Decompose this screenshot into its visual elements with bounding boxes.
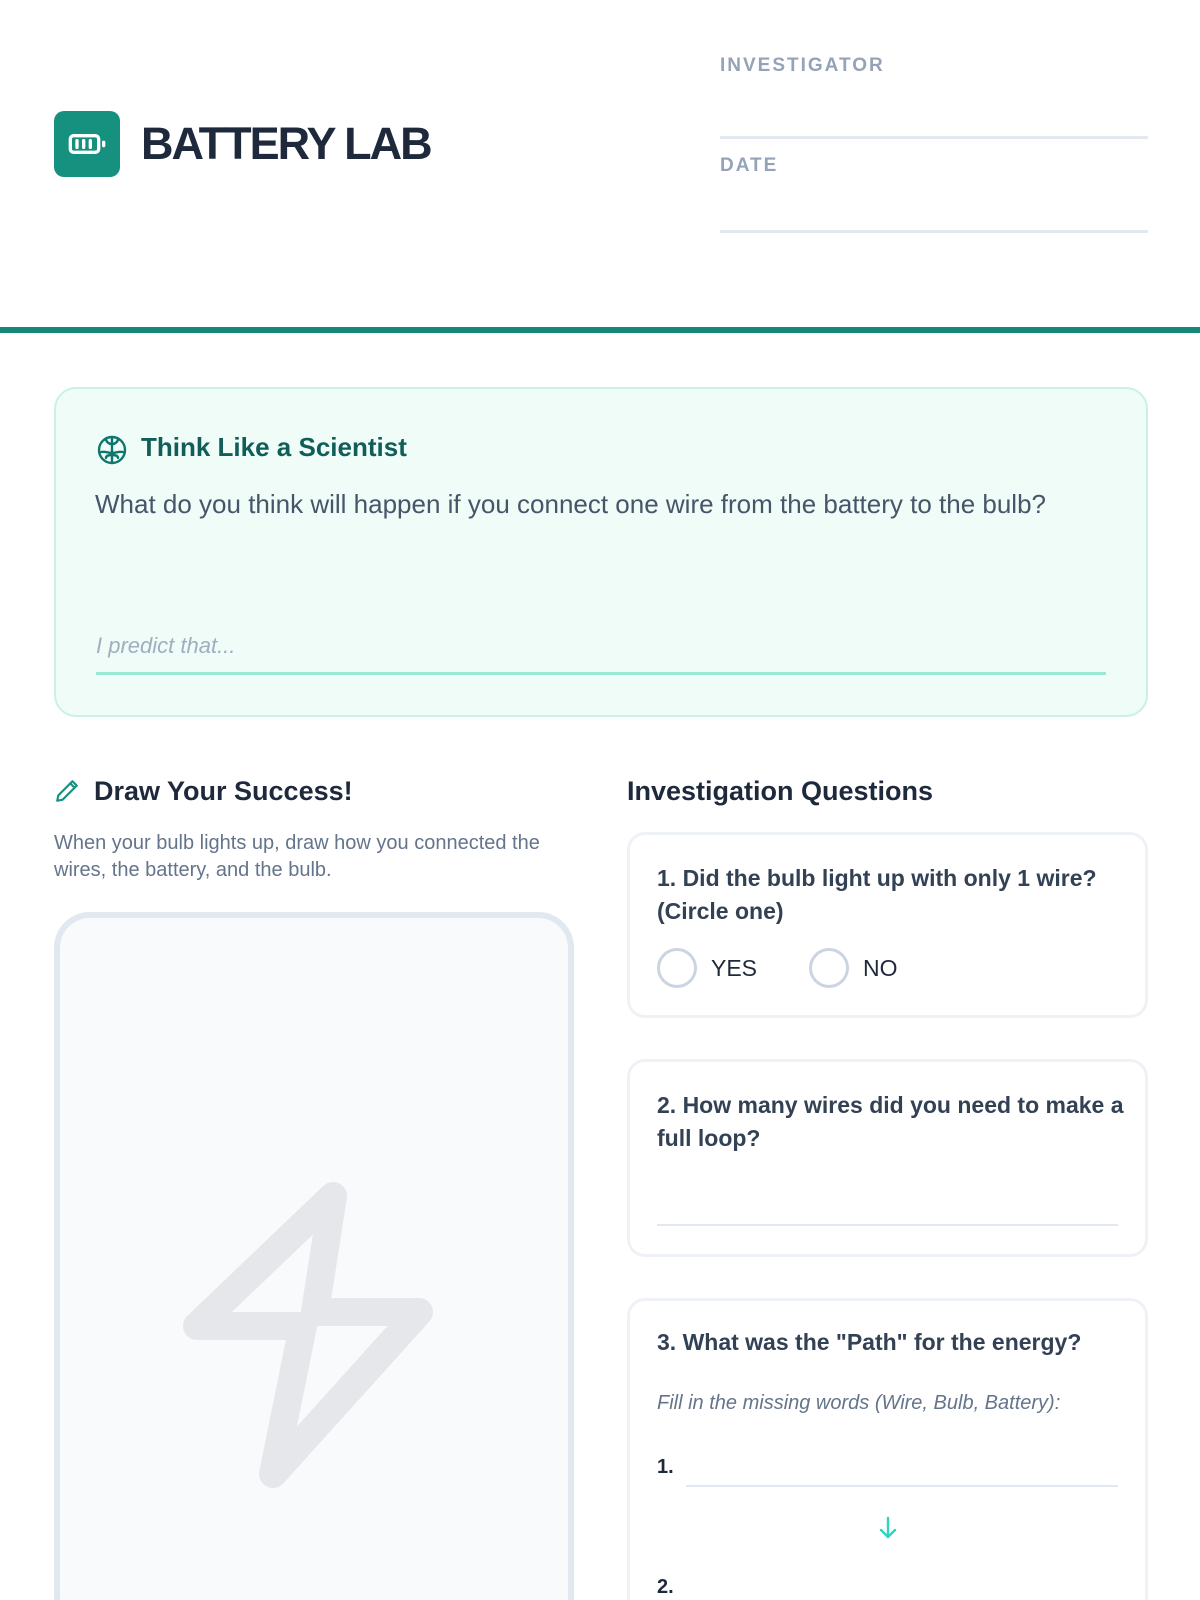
path-step-1-number: 1. bbox=[657, 1456, 674, 1478]
question-1-text: 1. Did the bulb light up with only 1 wire? (Circle one) bbox=[657, 865, 1097, 924]
prediction-title: Think Like a Scientist bbox=[141, 432, 407, 462]
page-title: BATTERY LAB bbox=[141, 118, 431, 169]
battery-icon bbox=[67, 124, 107, 164]
path-step-1-field[interactable] bbox=[686, 1485, 1118, 1487]
prediction-input[interactable]: I predict that... bbox=[96, 633, 236, 658]
date-field[interactable] bbox=[720, 230, 1148, 233]
option-no-radio[interactable] bbox=[809, 948, 849, 988]
path-step-2-number: 2. bbox=[657, 1576, 674, 1598]
option-yes-label: YES bbox=[711, 955, 758, 981]
header-divider bbox=[0, 327, 1200, 333]
lightning-bolt-icon bbox=[175, 1180, 455, 1490]
draw-section-title: Draw Your Success! bbox=[94, 776, 353, 806]
investigator-field[interactable] bbox=[720, 136, 1148, 139]
prediction-question: What do you think will happen if you connect one wire from the battery to the bulb? bbox=[95, 489, 1046, 519]
draw-section-description: When your bulb lights up, draw how you connected the wires, the battery, and the bulb. bbox=[54, 832, 540, 881]
questions-heading: Investigation Questions bbox=[627, 776, 934, 806]
question-2-text: 2. How many wires did you need to make a full loop? bbox=[657, 1092, 1124, 1151]
date-label: DATE bbox=[720, 155, 779, 176]
battery-logo bbox=[54, 111, 120, 177]
brain-icon bbox=[95, 433, 129, 467]
option-no-label: NO bbox=[863, 955, 898, 981]
prediction-input-underline bbox=[96, 672, 1106, 675]
question-3-text: 3. What was the "Path" for the energy? bbox=[657, 1329, 1082, 1355]
pencil-icon bbox=[54, 778, 80, 804]
investigator-label: INVESTIGATOR bbox=[720, 55, 885, 76]
question-2-answer-field[interactable] bbox=[657, 1224, 1118, 1226]
arrow-down-icon bbox=[876, 1515, 900, 1541]
question-3-hint: Fill in the missing words (Wire, Bulb, Battery): bbox=[657, 1392, 1061, 1414]
option-yes-radio[interactable] bbox=[657, 948, 697, 988]
